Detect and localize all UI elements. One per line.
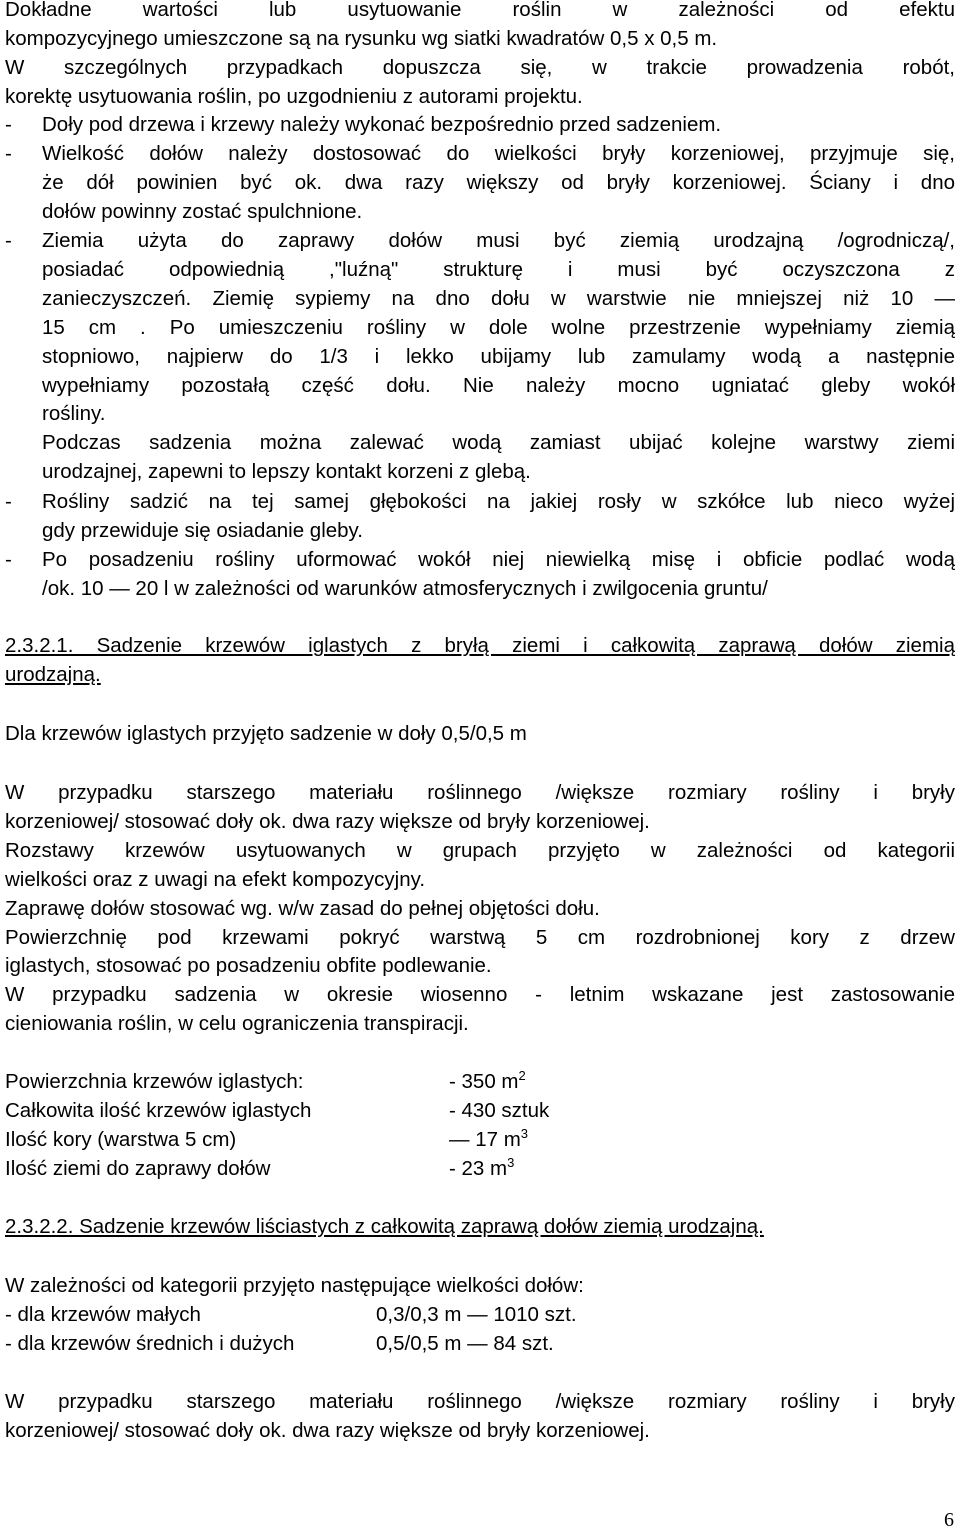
text-line: kompozycyjnego umieszczone są na rysunku wg siatki kwadratów 0,5 x 0,5 m. — [5, 26, 718, 50]
intro-paragraph — [5, 0, 955, 112]
text-line: korektę usytuowania roślin, po uzgodnieniu z autorami projektu. — [5, 84, 583, 108]
bullet-dash: - — [5, 142, 12, 165]
row-label: - dla krzewów średnich i dużych — [5, 1332, 295, 1355]
text-line: Rośliny sadzić na tej samej głębokości na jakiej rosły w szkółce lub nieco wyżej — [42, 490, 955, 513]
text-line: Dokładne wartości lub usytuowanie roślin w zależności od efektu — [5, 0, 955, 21]
stat-value: - 430 sztuk — [449, 1099, 550, 1122]
text-line: stopniowo, najpierw do 1/3 i lekko ubijamy lub zamulamy wodą a następnie — [42, 344, 955, 368]
text-line: posiadać odpowiednią ,"luźną" strukturę i musi być oczyszczona z — [42, 257, 955, 281]
text-line: Ziemia użyta do zaprawy dołów musi być ziemią urodzajną /ogrodniczą/, — [42, 229, 955, 252]
row-value: 0,5/0,5 m — 84 szt. — [376, 1332, 554, 1355]
paragraph — [5, 720, 955, 749]
bullet-dash: - — [5, 113, 12, 136]
stat-label: Ilość ziemi do zaprawy dołów — [5, 1157, 271, 1180]
bullet-item — [5, 140, 955, 227]
text-line: W szczególnych przypadkach dopuszcza się, w trakcie prowadzenia robót, — [5, 55, 955, 79]
text-line: cieniowania roślin, w celu ograniczenia transpiracji. — [5, 1012, 469, 1036]
bullet-item — [5, 488, 955, 546]
stat-value: — 17 $m^3$ — [449, 1126, 529, 1151]
paragraph — [5, 1388, 955, 1446]
bullet-dash: - — [5, 548, 12, 571]
text-line: urodzajnej, zapewni to lepszy kontakt korzeni z glebą. — [42, 459, 531, 483]
text-line: Wielkość dołów należy dostosować do wielkości bryły korzeniowej, przyjmuje się, — [42, 142, 955, 165]
stat-value: - 23 $m^3$ — [449, 1155, 515, 1180]
bullet-dash: - — [5, 229, 12, 252]
text-line: że dół powinien być ok. dwa razy większy od bryły korzeniowej. Ściany i dno — [42, 170, 955, 194]
text-line: 2.3.2.2. Sadzenie krzewów liściastych z całkowitą zaprawą dołów ziemią urodzajną. — [5, 1215, 764, 1238]
text-line: dołów powinny zostać spulchnione. — [42, 199, 363, 223]
text-line: Po posadzeniu rośliny uformować wokół niej niewielką misę i obficie podlać wodą — [42, 548, 955, 571]
paragraph — [5, 1272, 955, 1301]
text-line: 15 cm . Po umieszczeniu rośliny w dole wolne przestrzenie wypełniamy ziemią — [42, 315, 955, 339]
row-value: 0,3/0,3 m — 1010 szt. — [376, 1303, 577, 1326]
text-line: W przypadku sadzenia w okresie wiosenno - letnim wskazane jest zastosowanie — [5, 983, 955, 1007]
text-line: urodzajną. — [5, 662, 101, 686]
stat-label: Ilość kory (warstwa 5 cm) — [5, 1128, 237, 1151]
bullet-dash: - — [5, 490, 12, 513]
note-paragraph — [5, 429, 955, 487]
text-line: Dla krzewów iglastych przyjęto sadzenie w doły 0,5/0,5 m — [5, 722, 527, 745]
section-heading — [5, 1213, 955, 1242]
bullet-item — [5, 111, 955, 140]
text-line: Rozstawy krzewów usytuowanych w grupach przyjęto w zależności od kategorii — [5, 838, 955, 862]
text-line: zanieczyszczeń. Ziemię sypiemy na dno dołu w warstwie nie mniejszej niż 10 — — [42, 286, 955, 310]
text-line: korzeniowej/ stosować doły ok. dwa razy większe od bryły korzeniowej. — [5, 809, 650, 833]
text-line: gdy przewiduje się osiadanie gleby. — [42, 518, 363, 542]
text-line: W zależności od kategorii przyjęto następujące wielkości dołów: — [5, 1274, 584, 1297]
row-label: - dla krzewów małych — [5, 1303, 201, 1326]
text-line: korzeniowej/ stosować doły ok. dwa razy większe od bryły korzeniowej. — [5, 1418, 650, 1442]
stat-label: Powierzchnia krzewów iglastych: — [5, 1070, 304, 1093]
text-line: Podczas sadzenia można zalewać wodą zamiast ubijać kolejne warstwy ziemi — [42, 431, 955, 454]
section-heading — [5, 632, 955, 690]
bullet-item — [5, 546, 955, 604]
stat-label: Całkowita ilość krzewów iglastych — [5, 1099, 312, 1122]
text-line: wielkości oraz z uwagi na efekt kompozycyjny. — [5, 867, 426, 891]
text-line: W przypadku starszego materiału roślinnego /większe rozmiary rośliny i bryły — [5, 781, 955, 804]
bullet-item — [5, 227, 955, 429]
text-line: /ok. 10 — 20 l w zależności od warunków atmosferycznych i zwilgocenia gruntu/ — [42, 576, 768, 600]
text-line: Powierzchnię pod krzewami pokryć warstwą 5 cm rozdrobnionej kory z drzew — [5, 925, 955, 949]
text-line: W przypadku starszego materiału roślinnego /większe rozmiary rośliny i bryły — [5, 1390, 955, 1413]
page-number: 6 — [944, 1509, 954, 1531]
text-line: wypełniamy pozostałą część dołu. Nie należy mocno ugniatać gleby wokół — [42, 373, 955, 397]
text-line: Zaprawę dołów stosować wg. w/w zasad do pełnej objętości dołu. — [5, 896, 600, 920]
paragraph — [5, 779, 955, 1039]
text-line: Doły pod drzewa i krzewy należy wykonać bezpośrednio przed sadzeniem. — [42, 113, 722, 136]
text-line: iglastych, stosować po posadzeniu obfite podlewanie. — [5, 954, 492, 978]
text-line: 2.3.2.1. Sadzenie krzewów iglastych z bryłą ziemi i całkowitą zaprawą dołów ziemią — [5, 634, 955, 657]
stat-value: - 350 $m^2$ — [449, 1068, 526, 1093]
text-line: rośliny. — [42, 402, 106, 426]
